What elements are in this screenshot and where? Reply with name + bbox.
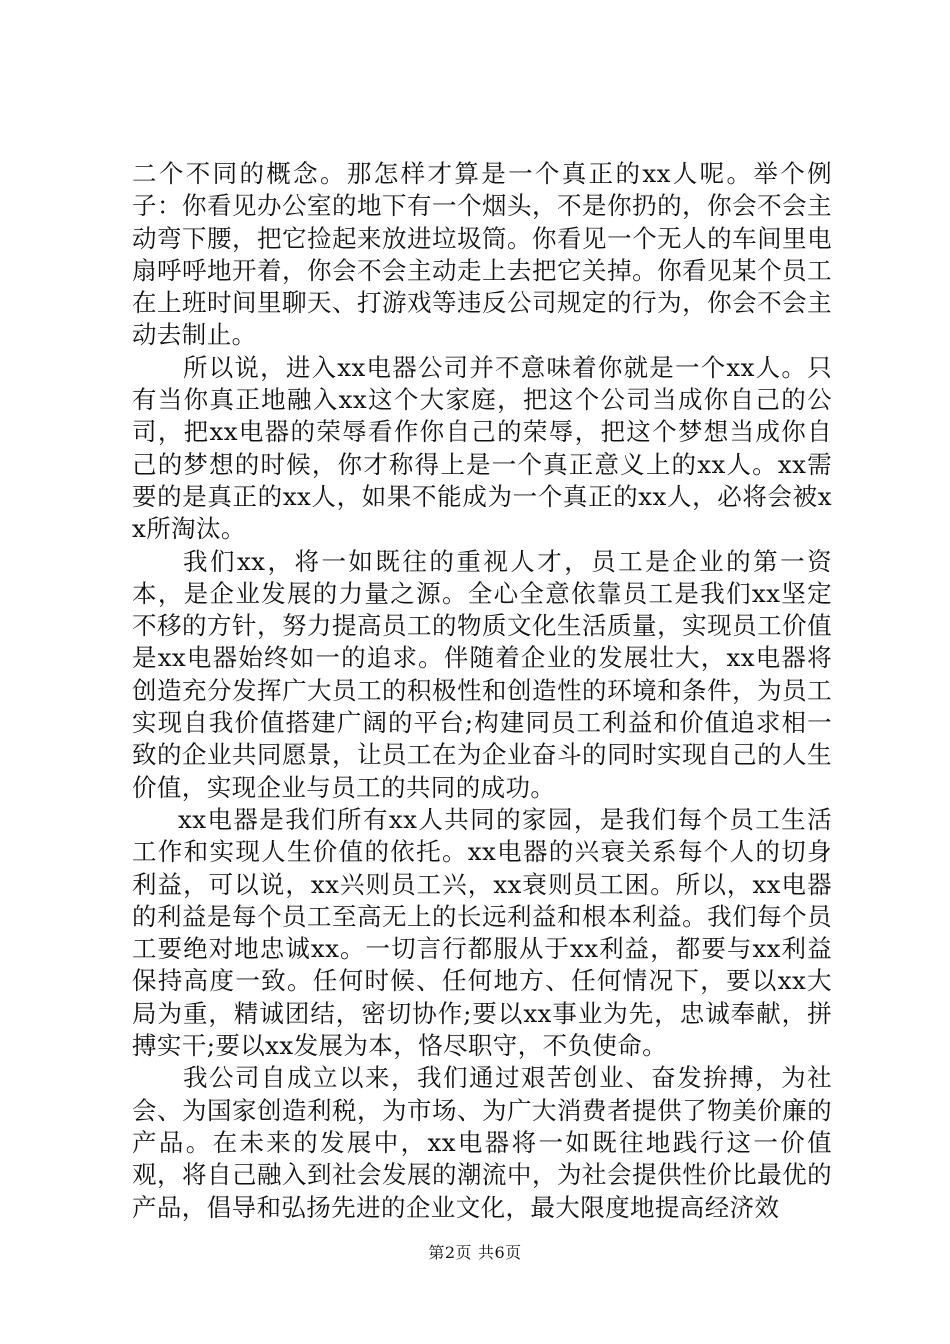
paragraph-1: 二个不同的概念。那怎样才算是一个真正的xx人呢。举个例子：你看见办公室的地下有一个烟头，不是你扔的，你会不会主动弯下腰，把它捡起来放进垃圾筒。你看见一个无人的车间里电扇呼呼地开着，你会不会主动走上去把它关掉。你看见某个员工在上班时间里聊天、打游戏等违反公司规定的行为，你会不会主动去制止。 [132,159,832,350]
paragraph-5: 我公司自成立以来，我们通过艰苦创业、奋发拚搏，为社会、为国家创造利税，为市场、为广大消费者提供了物美价廉的产品。在未来的发展中，xx电器将一如既往地践行这一价值观，将自己融入到社会发展的潮流中，为社会提供性价比最优的产品，倡导和弘扬先进的企业文化，最大限度地提高经济效 [132,1063,832,1222]
page-number-current: 第2页 [428,1243,472,1262]
page-footer [0,1243,950,1263]
page-number-total: 共6页 [478,1243,522,1262]
paragraph-2: 所以说，进入xx电器公司并不意味着你就是一个xx人。只有当你真正地融入xx这个大家庭，把这个公司当成你自己的公司，把xx电器的荣辱看作你自己的荣辱，把这个梦想当成你自己的梦想的时候，你才称得上是一个真正意义上的xx人。xx需要的是真正的xx人，如果不能成为一个真正的xx人，必将会被xx所淘汰。 [132,352,832,544]
paragraph-3: 我们xx，将一如既往的重视人才，员工是企业的第一资本，是企业发展的力量之源。全心全意依靠员工是我们xx坚定不移的方针，努力提高员工的物质文化生活质量，实现员工价值是xx电器始终如一的追求。伴随着企业的发展壮大，xx电器将创造充分发挥广大员工的积极性和创造性的环境和条件，为员工实现自我价值搭建广阔的平台;构建同员工利益和价值追求相一致的企业共同愿景，让员工在为企业奋斗的同时实现自己的人生价值，实现企业与员工的共同的成功。 [132,546,832,802]
paragraph-4: xx电器是我们所有xx人共同的家园，是我们每个员工生活工作和实现人生价值的依托。xx电器的兴衰关系每个人的切身利益，可以说，xx兴则员工兴，xx衰则员工困。所以，xx电器的利益是每个员工至高无上的长远利益和根本利益。我们每个员工要绝对地忠诚xx。一切言行都服从于xx利益，都要与xx利益保持高度一致。任何时候、任何地方、任何情况下，要以xx大局为重，精诚团结，密切协作;要以xx事业为先，忠诚奉献，拼搏实干;要以xx发展为本，恪尽职守，不负使命。 [132,804,832,1061]
document-body [132,158,832,1224]
